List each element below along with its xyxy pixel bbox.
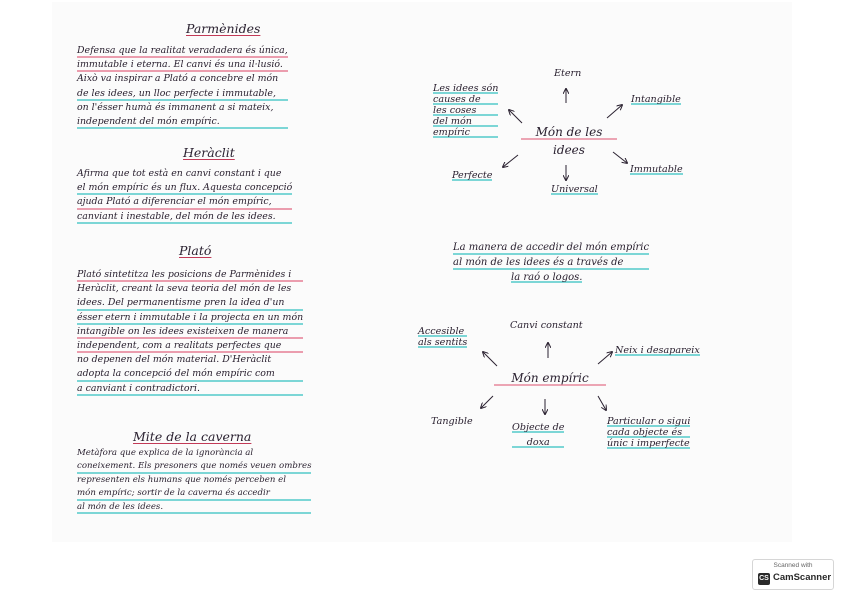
paragraph-line: ajuda Plató a diferenciar el món empíric, xyxy=(77,195,292,209)
note-line xyxy=(453,270,649,285)
camscanner-badge xyxy=(752,559,834,590)
map-node-line: Intangible xyxy=(631,94,681,105)
arrow xyxy=(509,110,522,123)
arrow xyxy=(598,396,606,410)
map-node-canvi-constant xyxy=(510,320,583,331)
paragraph-line: representen els humans que només perceben el xyxy=(77,474,286,485)
map-center-mon-empiric xyxy=(494,370,606,386)
paragraph-line: independent, com a realitats perfectes que xyxy=(77,339,303,353)
map-node-line: Etern xyxy=(554,68,582,79)
map-node-line: Canvi constant xyxy=(510,320,583,331)
camscanner-logo-icon: CS xyxy=(758,573,770,585)
paragraph-line: Plató sintetitza les posicions de Parmènides i xyxy=(77,268,303,282)
section-title-parmenides: Parmènides xyxy=(186,21,261,36)
map-node-line: Universal xyxy=(551,184,598,195)
map-node-etern xyxy=(554,68,581,79)
paragraph-line: coneixement. Els presoners que només veuen ombres xyxy=(77,460,311,473)
section-title-heraclit: Heràclit xyxy=(183,145,235,160)
note-acces-a-les-idees xyxy=(453,240,649,285)
map-center-line: Món de les xyxy=(521,124,617,140)
paragraph-line: món empíric; sortir de la caverna és accedir xyxy=(77,487,311,500)
map-center-mon-de-les-idees xyxy=(521,124,617,158)
paragraph-line: ésser etern i immutable i la projecta en un món xyxy=(77,311,303,325)
map-node-particular xyxy=(607,416,690,449)
map-node-tangible xyxy=(431,416,473,427)
map-node-line: Objecte de xyxy=(512,422,565,433)
map-node-line: Neix i desapareix xyxy=(615,345,700,356)
section-title-plato: Plató xyxy=(179,243,212,258)
paragraph-line: idees. Del permanentisme pren la idea d'un xyxy=(77,296,303,310)
note-line: La manera de accedir del món empíric xyxy=(453,242,650,253)
paragraph-line: Heràclit, creant la seva teoria del món de les xyxy=(77,283,292,295)
map-node-line: als sentits xyxy=(418,337,468,348)
paragraph-line: on l'ésser humà és immanent a si mateix, xyxy=(77,101,274,113)
scanned-with-label: Scanned with xyxy=(773,562,813,569)
arrow xyxy=(598,352,612,364)
paragraph-line: el món empíric és un flux. Aquesta concepció xyxy=(77,181,292,195)
paragraph-line: intangible on les idees existeixen de manera xyxy=(77,325,303,339)
arrow xyxy=(607,105,622,118)
paragraph-line: independent del món empíric. xyxy=(77,115,288,129)
note-line: al món de les idees és a través de xyxy=(453,255,649,270)
map-node-line: doxa xyxy=(512,437,564,448)
paragraph-line: al món de les idees. xyxy=(77,501,311,514)
map-node-objecte-doxa xyxy=(512,422,564,448)
map-node-line: Accesible xyxy=(418,326,467,337)
map-node-line: causes de xyxy=(433,94,498,105)
map-center-line: idees xyxy=(553,143,585,157)
map-node-line: únic i imperfecte xyxy=(607,438,690,449)
map-node-line: cada objecte és xyxy=(607,427,690,438)
camscanner-brand: CamScanner xyxy=(773,572,832,583)
map-node-line: Tangible xyxy=(431,416,473,427)
paragraph-line: de les idees, un lloc perfecte i immutable, xyxy=(77,87,288,101)
map-node-line: Les idees són xyxy=(433,83,499,94)
paragraph-line: Defensa que la realitat veradadera és única, xyxy=(77,44,288,58)
paragraph-line: immutable i eterna. El canvi és una il·lusió. xyxy=(77,58,288,72)
paragraph-line: a canviant i contradictori. xyxy=(77,382,303,396)
map-node-causes xyxy=(433,83,498,138)
section-title-mite: Mite de la caverna xyxy=(133,429,252,444)
paragraph-line: Això va inspirar a Plató a concebre el món xyxy=(77,73,279,85)
map-node-line: empíric xyxy=(433,127,498,138)
paragraph-line: Metàfora que explica de la ignorància al xyxy=(77,448,254,458)
note-text: la raó o logos. xyxy=(511,272,583,283)
map-node-neix-desapareix xyxy=(615,345,700,356)
arrow xyxy=(483,352,497,366)
map-node-line: les coses xyxy=(433,105,498,116)
map-node-line: Perfecte xyxy=(452,170,493,181)
map-node-accesible xyxy=(418,326,467,348)
map-node-line: Immutable xyxy=(630,164,683,175)
paragraph-line: adopta la concepció del món empíric com xyxy=(77,367,303,381)
arrow xyxy=(503,155,518,167)
paragraph-line: Afirma que tot està en canvi constant i que xyxy=(77,168,282,179)
map-node-line: del món xyxy=(433,116,498,127)
map-node-immutable xyxy=(630,164,683,175)
map-node-perfecte xyxy=(452,170,492,181)
map-node-intangible xyxy=(631,94,681,105)
paragraph-line: canviant i inestable, del món de les idees. xyxy=(77,210,292,224)
map-node-line: Particular o sigui xyxy=(607,416,691,427)
map-center-line: Món empíric xyxy=(494,370,606,386)
map-node-universal xyxy=(551,184,598,195)
paragraph-line: no depenen del món material. D'Heràclit xyxy=(77,354,272,366)
arrow xyxy=(481,396,493,408)
